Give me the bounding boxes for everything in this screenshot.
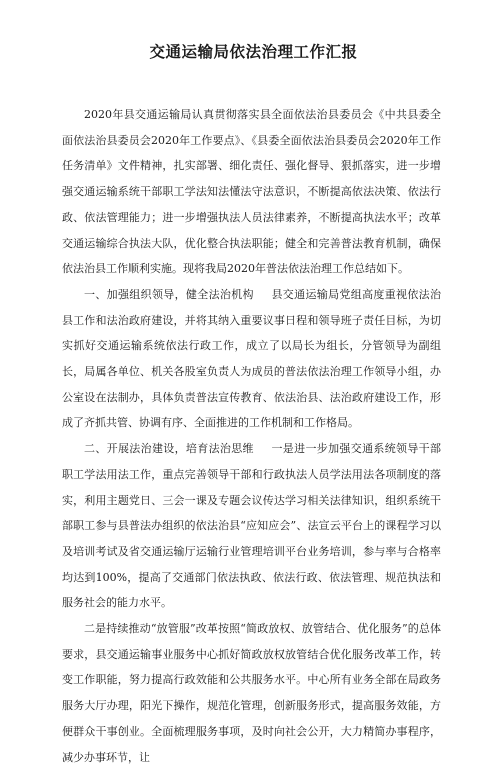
section-1-heading: 一、加强组织领导，健全法治机构 <box>84 287 254 301</box>
section-1-text: 县交通运输局党组高度重视依法治县工作和法治政府建设，并将其纳入重要议事日程和领导班子责任目标，为切实抓好交通运输系统依法行政工作，成立了以局长为组长，分管领导为副组长，局属各单位、机关各股室负责人为成员的普法依法治理工作领导小组，办公室设在法制办，具体负责普法宣传教育、依法治县、法治政府建设工作，形成了齐抓共管、协调有序、全面推进的工作机制和工作格局。 <box>62 287 442 430</box>
paragraph-intro-text: 2020年县交通运输局认真贯彻落实县全面依法治县委员会《中共县委全面依法治县委员会2020年工作要点》、《县委全面依法治县委员会2020年工作任务清单》文件精神，扎实部署、细化责任、强化督导、狠抓落实，进一步增强交通运输系统干部职工学法知法懂法守法意识，不断提高依法决策、依法行政、依法管理能力；进一步增强执法人员法律素养，不断提高执法水平；改革交通运输综合执法大队，优化整合执法职能；健全和完善普法教育机制，确保依法治县工作顺利实施。现将我局2020年普法依法治理工作总结如下。 <box>62 108 441 276</box>
paragraph-intro <box>62 102 441 282</box>
section-2-item-2-text: 二是持续推动“放管服”改革按照“简政放权、放管结合、优化服务”的总体要求，县交通运输事业服务中心抓好简政放权放管结合优化服务改革工作，转变工作职能，努力提高行政效能和公共服务水平。中心所有业务全部在局政务服务大厅办理，阳光下操作，规范化管理，创新服务形式，提高服务效能，方便群众干事创业。全面梳理服务事项，及时向社会公开，大力精简办事程序，减少办事环节，让 <box>62 622 441 764</box>
document-title: 交通运输局依法治理工作汇报 <box>149 42 358 61</box>
paragraph-section-1 <box>62 282 441 436</box>
paragraph-section-2-item-2 <box>62 616 441 770</box>
section-2-heading: 二、开展法治建设，培育法治思维 <box>84 442 254 456</box>
paragraph-section-2 <box>62 436 441 616</box>
section-2-text: 一是进一步加强交通系统领导干部职工学法用法工作，重点完善领导干部和行政执法人员学法用法各项制度的落实，利用主题党日、三会一课及专题会议传达学习相关法律知识，组织系统干部职工参与县普法办组织的依法治县“应知应会”、法宣云平台上的课程学习以及培训考试及省交通运输厅运输行业管理培训平台业务培训，参与率与合格率均达到100%，提高了交通部门依法执政、依法行政、依法管理、规范执法和服务社会的能力水平。 <box>62 442 442 610</box>
